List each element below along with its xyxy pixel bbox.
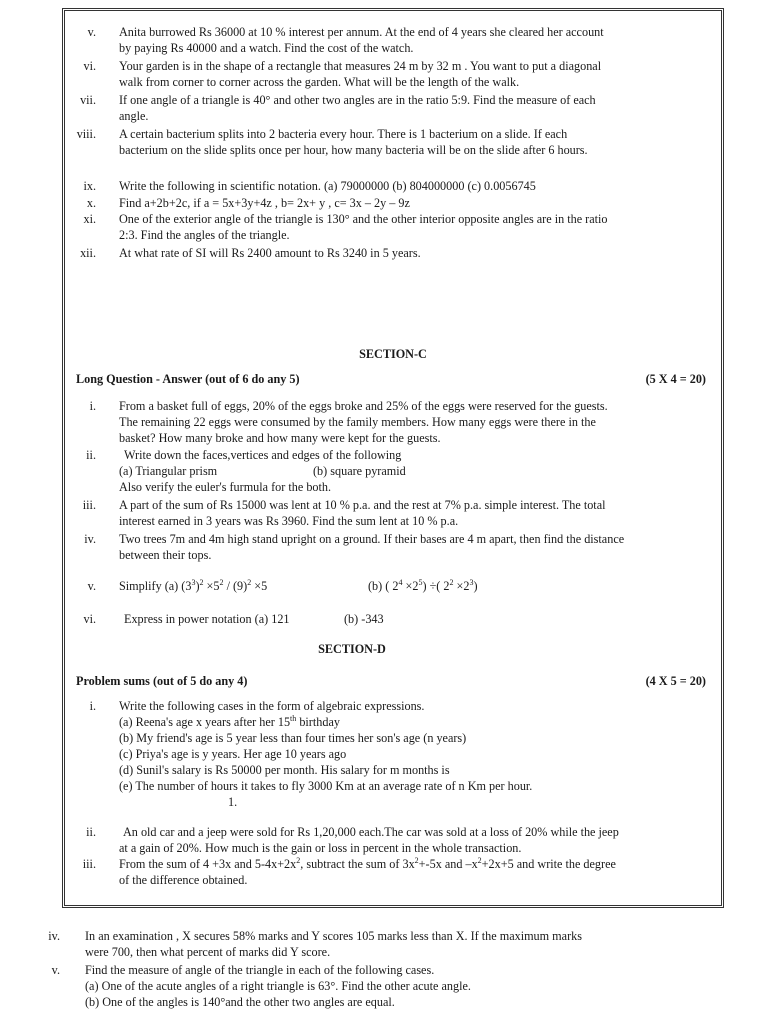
question-option-a: (a) One of the acute angles of a right triangle is 63°. Find the other acute angle. [85,979,471,993]
section-d-marks: (4 X 5 = 20) [645,674,706,688]
question-text: basket? How many broke and how many were kept for the guests. [119,431,441,445]
question-number: ix. [83,179,96,193]
question-text: between their tops. [119,548,212,562]
question-text: at a gain of 20%. How much is the gain or loss in percent in the whole transaction. [119,841,522,855]
question-text: If one angle of a triangle is 40° and other two angles are in the ratio 5:9. Find the measure of each [119,93,596,107]
question-text: Also verify the euler's furmula for the both. [119,480,332,494]
question-text: A certain bacterium splits into 2 bacteria every hour. There is 1 bacterium on a slide. If each [119,127,568,141]
question-text: Find a+2b+2c, if a = 5x+3y+4z , b= 2x+ y , c= 3x – 2y – 9z [119,196,410,210]
question-text: Your garden is in the shape of a rectangle that measures 24 m by 32 m . You want to put a diagonal [119,59,602,73]
section-c-subtitle: Long Question - Answer (out of 6 do any 5) [76,372,300,386]
question-text: walk from corner to corner across the garden. What will be the length of the walk. [119,75,520,89]
question-option-b: (b) My friend's age is 5 year less than four times her son's age (n years) [119,731,467,745]
section-d-subtitle: Problem sums (out of 5 do any 4) [76,674,248,688]
section-c-title: SECTION-C [359,347,427,361]
question-number: vi. [83,612,96,626]
question-number: ii. [86,448,96,462]
question-text: of the difference obtained. [119,873,248,887]
question-option-d: (d) Sunil's salary is Rs 50000 per month. His salary for m months is [119,763,450,777]
question-number: xii. [80,246,96,260]
question-option-b: (b) One of the angles is 140°and the other two angles are equal. [85,995,395,1009]
question-text: Write down the faces,vertices and edges of the following [124,448,402,462]
question-option-a: (a) Reena's age x years after her 15th birthday [119,713,340,729]
question-number: iv. [48,929,60,943]
stray-number: 1. [228,795,238,809]
section-c-header [76,371,706,387]
question-number: iv. [84,532,96,546]
question-number: i. [89,699,96,713]
question-text-b: (b) -343 [344,612,384,626]
question-text: Write the following in scientific notation. (a) 79000000 (b) 804000000 (c) 0.0056745 [119,179,536,193]
question-text: Find the measure of angle of the triangle in each of the following cases. [85,963,435,977]
question-text-a: Express in power notation (a) 121 [124,612,290,626]
question-number: xi. [83,212,96,226]
question-number: v. [87,579,96,593]
section-d-header [76,673,706,689]
question-number: ii. [86,825,96,839]
question-text: At what rate of SI will Rs 2400 amount to Rs 3240 in 5 years. [119,246,421,260]
question-text: Anita burrowed Rs 36000 at 10 % interest per annum. At the end of 4 years she cleared her account [119,25,604,39]
question-text: A part of the sum of Rs 15000 was lent at 10 % p.a. and the rest at 7% p.a. simple interest. The total [119,498,606,512]
question-option-a: (a) Triangular prism [119,464,218,478]
question-number: iii. [82,498,96,512]
question-number: v. [51,963,60,977]
question-text: were 700, then what percent of marks did Y score. [85,945,331,959]
question-text: The remaining 22 eggs were consumed by the family members. How many eggs were there in the [119,415,596,429]
question-text: Two trees 7m and 4m high stand upright on a ground. If their bases are 4 m apart, then find the distance [119,532,625,546]
question-text: One of the exterior angle of the triangle is 130° and the other interior opposite angles are in the ratio [119,212,608,226]
section-d-title: SECTION-D [318,642,386,656]
question-number: x. [86,196,96,210]
question-option-b: (b) square pyramid [313,464,406,478]
question-option-e: (e) The number of hours it takes to fly 3000 Km at an average rate of n Km per hour. [119,779,533,793]
question-text: From a basket full of eggs, 20% of the eggs broke and 25% of the eggs were reserved for the guests. [119,399,608,413]
question-number: viii. [76,127,96,141]
question-text: interest earned in 3 years was Rs 3960. Find the sum lent at 10 % p.a. [119,514,459,528]
question-text: An old car and a jeep were sold for Rs 1,20,000 each.The car was sold at a loss of 20% while the jeep [123,825,619,839]
question-number: v. [87,25,96,39]
question-text: From the sum of 4 +3x and $5-4x+2x^2$, subtract the sum of $3x^2+-5x$ and $-x^2+2x+5$ and write the degree [119,855,616,871]
question-text-a: Simplify (a) $(3^3)^2 \times 5^2 / (9)^2 \times 5$ [119,577,268,593]
question-number: i. [89,399,96,413]
question-text: angle. [119,109,149,123]
question-text: bacterium on the slide splits once per hour, how many bacteria will be on the slide after 6 hours. [119,143,588,157]
question-text-b: (b) ( $2^4 \times 2^5$) ÷( $2^2 \times 2^3$) [368,577,478,593]
question-option-c: (c) Priya's age is y years. Her age 10 years ago [119,747,347,761]
question-text: In an examination , X secures 58% marks and Y scores 105 marks less than X. If the maximum marks [85,929,582,943]
question-text: 2:3. Find the angles of the triangle. [119,228,290,242]
question-text: by paying Rs 40000 and a watch. Find the cost of the watch. [119,41,414,55]
question-text: Write the following cases in the form of algebraic expressions. [119,699,425,713]
section-c-marks: (5 X 4 = 20) [645,372,706,386]
question-number: vi. [83,59,96,73]
question-number: iii. [82,857,96,871]
question-number: vii. [80,93,96,107]
